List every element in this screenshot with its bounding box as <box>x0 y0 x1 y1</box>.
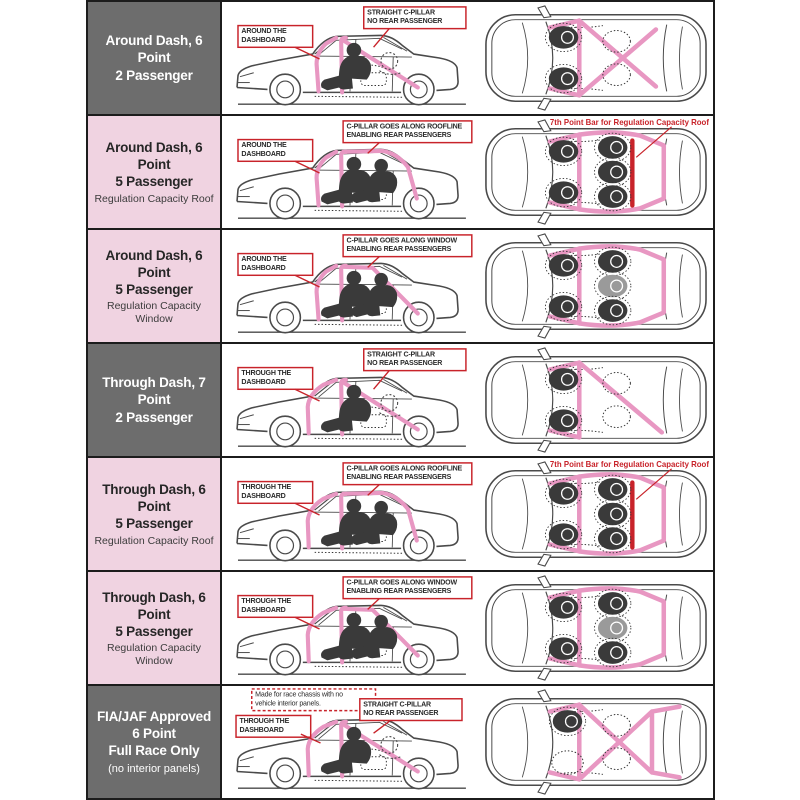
car-body-top <box>486 462 706 566</box>
config-label <box>88 2 222 114</box>
label-line: 5 Passenger <box>115 516 193 532</box>
passenger-figure-top <box>545 292 581 320</box>
config-label <box>88 230 222 342</box>
side-view-svg <box>222 2 477 114</box>
callout-text: C-PILLAR GOES ALONG WINDOW <box>346 237 457 245</box>
callout-text: AROUND THE <box>241 256 287 264</box>
car-body-top <box>486 6 706 110</box>
passenger-figure-top <box>545 23 581 51</box>
passenger-figure-top <box>545 634 581 662</box>
config-row-1 <box>88 2 713 116</box>
car-body-top <box>486 576 706 680</box>
top-view-diagram <box>477 230 713 342</box>
callout-text: STRAIGHT C-PILLAR <box>367 9 435 17</box>
config-row-5 <box>88 458 713 572</box>
callout-text: DASHBOARD <box>241 378 286 386</box>
side-view-svg <box>222 344 477 456</box>
label-line: Around Dash, 6 Point <box>105 33 203 66</box>
passenger-figure-top <box>545 251 581 279</box>
callout-text: ENABLING REAR PASSENGERS <box>346 588 452 596</box>
label-line: 5 Passenger <box>115 624 193 640</box>
passenger-figure-top <box>545 137 581 165</box>
car-body-top <box>486 234 706 338</box>
top-view-svg <box>477 230 713 342</box>
passenger-figure-top <box>595 296 631 324</box>
config-row-4 <box>88 344 713 458</box>
label-line: 6 Point <box>132 725 176 741</box>
config-row-3 <box>88 230 713 344</box>
callout-text: THROUGH THE <box>241 484 292 492</box>
label-line: Through Dash, 6 Point <box>102 481 206 515</box>
top-view-diagram <box>477 116 713 228</box>
side-view-svg <box>222 572 477 684</box>
callout-text: DASHBOARD <box>241 36 286 44</box>
label-line: Through Dash, 6 Point <box>102 589 206 622</box>
label-note: (no interior panels) <box>108 763 200 776</box>
passenger-figure-top <box>545 178 581 206</box>
config-row-2 <box>88 116 713 230</box>
callout-text: AROUND THE <box>241 142 287 150</box>
label-note: Regulation Capacity Roof <box>94 534 214 547</box>
side-view-diagram <box>222 458 477 570</box>
callout-text: THROUGH THE <box>241 598 292 606</box>
callout-text: DASHBOARD <box>241 606 286 614</box>
config-label <box>88 686 222 798</box>
passenger-figure-top <box>595 638 631 666</box>
passenger-figure <box>321 385 371 433</box>
config-row-7 <box>88 686 713 798</box>
top-view-diagram <box>477 686 713 798</box>
top-view-svg <box>477 2 713 114</box>
callout-text: THROUGH THE <box>239 718 290 726</box>
callout-text: C-PILLAR GOES ALONG ROOFLINE <box>346 123 463 131</box>
passenger-figure-top <box>545 365 581 393</box>
label-line: Around Dash, 6 Point <box>105 247 203 280</box>
side-view-svg <box>222 686 477 798</box>
callout-text: STRAIGHT C-PILLAR <box>363 701 431 709</box>
callout-text: DASHBOARD <box>241 150 286 158</box>
passenger-figure-top <box>545 520 581 548</box>
seventh-point-note: 7th Point Bar for Regulation Capacity Roof <box>549 117 709 127</box>
top-view-diagram <box>477 344 713 456</box>
side-view-diagram <box>222 2 477 114</box>
callout-text: NO REAR PASSENGER <box>363 710 439 718</box>
callout-text: Made for race chassis with no <box>255 691 343 699</box>
side-view-diagram <box>222 686 477 798</box>
label-line: Through Dash, 7 Point <box>102 375 206 408</box>
label-note: Regulation Capacity Window <box>107 642 201 667</box>
side-view-diagram <box>222 230 477 342</box>
passenger-figure-top <box>595 524 631 552</box>
callout-pointer <box>368 599 380 610</box>
top-view-svg <box>477 572 713 684</box>
top-view-svg <box>477 686 713 798</box>
side-view-diagram <box>222 116 477 228</box>
car-body-top <box>486 348 706 452</box>
callout-text: NO REAR PASSENGER <box>367 360 443 368</box>
cage-rear-braces <box>579 705 679 780</box>
label-line: FIA/JAF Approved <box>96 708 212 724</box>
label-line: 2 Passenger <box>115 67 193 83</box>
callout-text: C-PILLAR GOES ALONG ROOFLINE <box>346 465 463 473</box>
top-view-svg <box>477 116 713 228</box>
passenger-figure-top <box>545 64 581 92</box>
passenger-figure-top <box>595 182 631 210</box>
config-row-6 <box>88 572 713 686</box>
passenger-figure-top <box>545 479 581 507</box>
callout-text: C-PILLAR GOES ALONG WINDOW <box>346 579 457 587</box>
top-view-diagram <box>477 572 713 684</box>
callout-text: DASHBOARD <box>239 726 284 734</box>
config-label <box>88 572 222 684</box>
callout-pointer <box>374 29 390 48</box>
callout-pointer <box>374 371 390 390</box>
passenger-figure <box>321 43 371 91</box>
top-view-svg <box>477 344 713 456</box>
callout-text: THROUGH THE <box>241 370 292 378</box>
top-view-diagram <box>477 2 713 114</box>
passenger-figure-top <box>545 406 581 434</box>
rollcage-configuration-chart <box>86 0 715 800</box>
callout-text: ENABLING REAR PASSENGERS <box>346 474 452 482</box>
top-view-diagram <box>477 458 713 570</box>
seventh-point-note: 7th Point Bar for Regulation Capacity Roof <box>549 459 709 469</box>
callout-text: STRAIGHT C-PILLAR <box>367 351 435 359</box>
label-note: Regulation Capacity Roof <box>94 192 214 205</box>
passenger-figure <box>321 727 371 775</box>
config-label <box>88 116 222 228</box>
passenger-figure-top <box>549 707 585 735</box>
passenger-figure-top <box>545 593 581 621</box>
callout-text: vehicle interior panels. <box>255 700 321 708</box>
label-line: 5 Passenger <box>115 174 193 190</box>
top-view-svg <box>477 458 713 570</box>
callout-text: ENABLING REAR PASSENGERS <box>346 246 452 254</box>
config-label <box>88 458 222 570</box>
side-view-diagram <box>222 344 477 456</box>
label-line: Around Dash, 6 Point <box>105 139 203 173</box>
config-label <box>88 344 222 456</box>
callout-text: DASHBOARD <box>241 264 286 272</box>
callout-text: DASHBOARD <box>241 492 286 500</box>
side-view-svg <box>222 116 477 228</box>
label-note: Regulation Capacity Window <box>107 300 201 325</box>
side-view-svg <box>222 458 477 570</box>
callout-text: ENABLING REAR PASSENGERS <box>346 132 452 140</box>
empty-rear-seats <box>603 30 631 85</box>
cage-rear-braces <box>579 21 656 96</box>
side-view-diagram <box>222 572 477 684</box>
label-line: 5 Passenger <box>115 282 193 298</box>
callout-pointer <box>368 257 380 268</box>
car-body-top <box>486 120 706 224</box>
callout-text: NO REAR PASSENGER <box>367 18 443 26</box>
cage-rear-braces <box>579 363 662 433</box>
side-view-svg <box>222 230 477 342</box>
label-line: Full Race Only <box>108 743 200 759</box>
callout-text: AROUND THE <box>241 28 287 36</box>
label-line: 2 Passenger <box>115 409 193 425</box>
